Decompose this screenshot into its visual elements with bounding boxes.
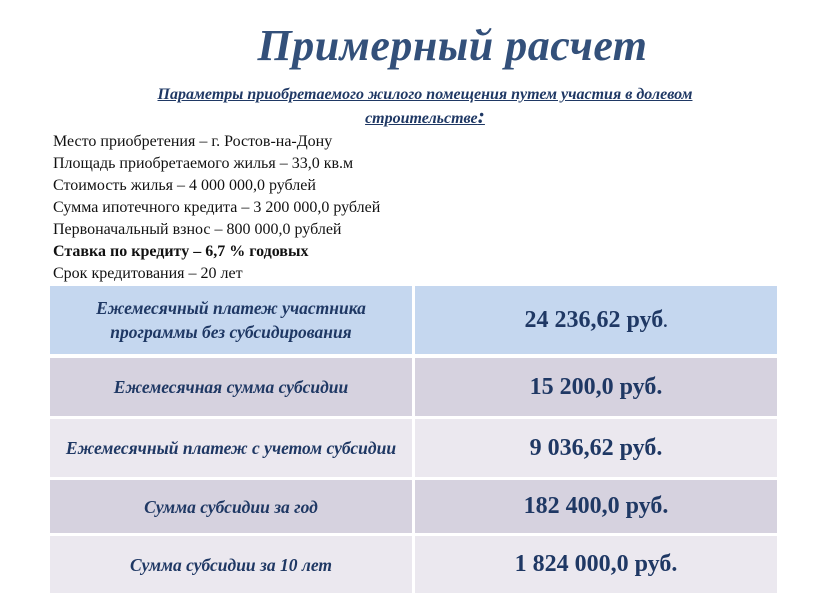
parameters-list xyxy=(53,131,380,285)
row-value: 182 400,0 руб. xyxy=(415,477,777,533)
param-cost: Стоимость жилья – 4 000 000,0 рублей xyxy=(53,177,316,194)
row-value: 9 036,62 руб. xyxy=(415,416,777,477)
param-loan-amount: Сумма ипотечного кредита – 3 200 000,0 рублей xyxy=(53,199,381,216)
row-value: 1 824 000,0 руб. xyxy=(415,533,777,593)
row-label: Ежемесячный платеж с учетом субсидии xyxy=(50,416,415,477)
param-interest-rate: Ставка по кредиту – 6,7 % годовых xyxy=(53,243,309,260)
table-row xyxy=(50,286,777,354)
row-value-text: 24 236,62 руб xyxy=(524,306,664,333)
page-title: Примерный расчет xyxy=(257,21,648,70)
param-area: Площадь приобретаемого жилья – 33,0 кв.м xyxy=(53,155,354,172)
parameters-heading xyxy=(110,84,740,129)
parameters-heading-colon: : xyxy=(477,103,485,128)
row-label: Сумма субсидии за 10 лет xyxy=(50,533,415,593)
row-value-suffix: . xyxy=(663,311,668,331)
parameters-heading-text: Параметры приобретаемого жилого помещения путем участия в долевом строительстве xyxy=(157,86,693,127)
row-label: Сумма субсидии за год xyxy=(50,477,415,533)
param-down-payment: Первоначальный взнос – 800 000,0 рублей xyxy=(53,221,342,238)
param-location: Место приобретения – г. Ростов-на-Дону xyxy=(53,133,333,150)
row-label: Ежемесячный платеж участника программы без субсидирования xyxy=(50,286,415,354)
row-value: 15 200,0 руб. xyxy=(415,354,777,416)
row-label: Ежемесячная сумма субсидии xyxy=(50,354,415,416)
row-value xyxy=(415,286,777,354)
table-row xyxy=(50,477,777,533)
results-table xyxy=(50,286,777,593)
param-term: Срок кредитования – 20 лет xyxy=(53,265,243,282)
table-row xyxy=(50,354,777,416)
table-row xyxy=(50,533,777,593)
table-row xyxy=(50,416,777,477)
